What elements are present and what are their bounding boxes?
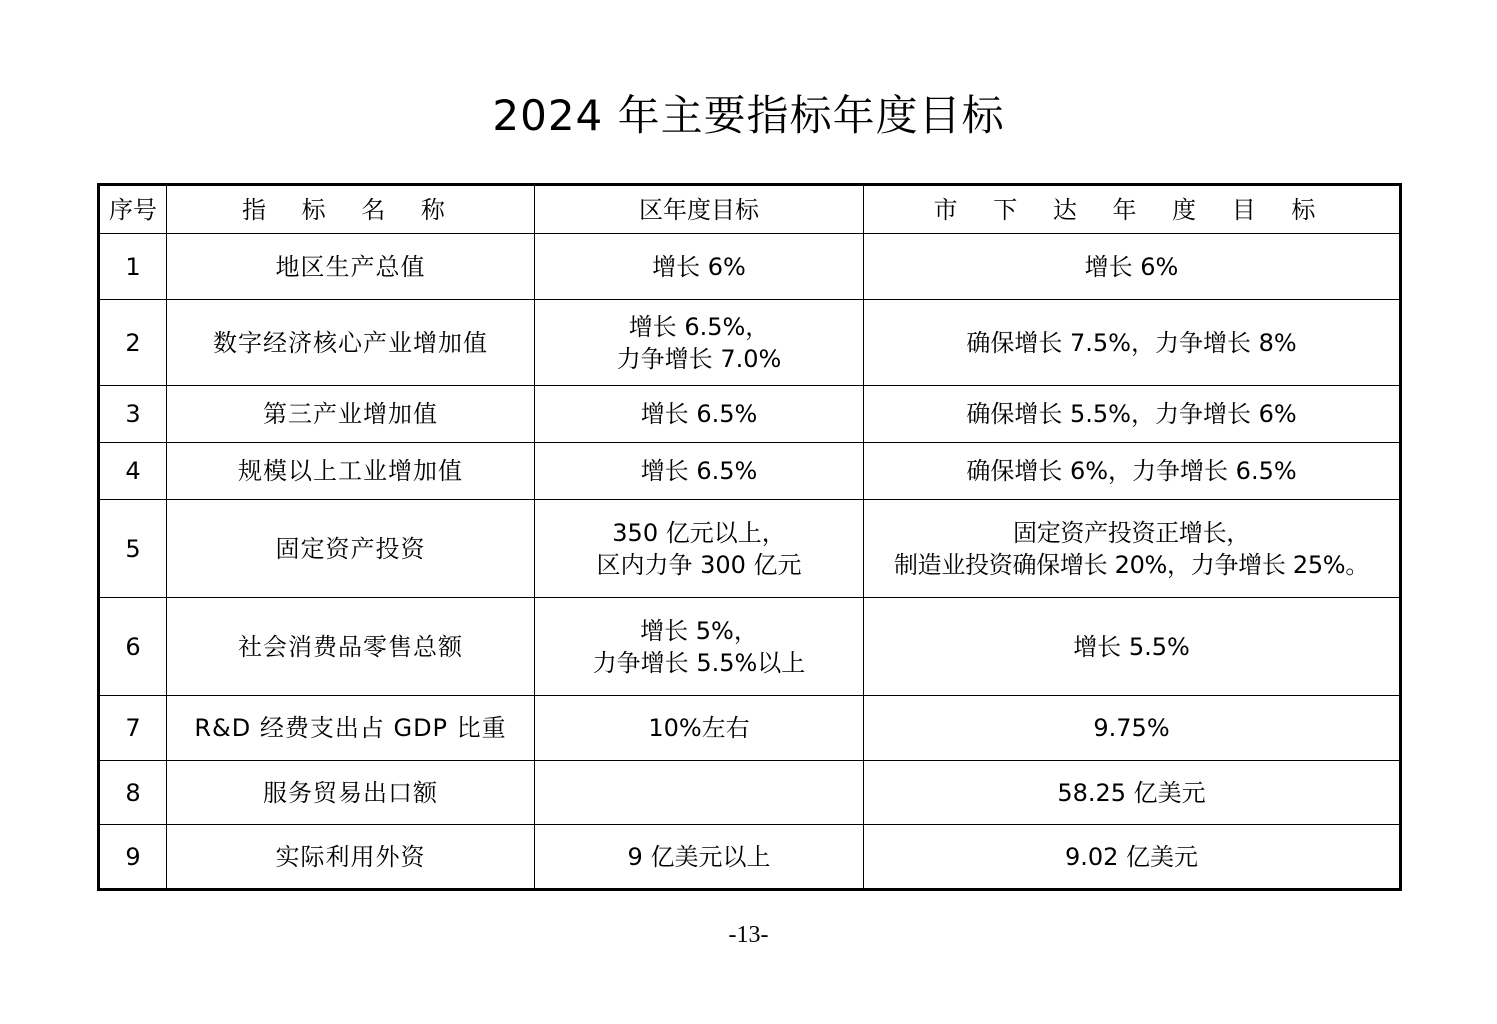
city-target-line: 确保增长 7.5%，力争增长 8% xyxy=(966,328,1297,357)
city-target-line: 确保增长 6%，力争增长 6.5% xyxy=(966,457,1297,485)
row-city-target xyxy=(864,234,1401,300)
page-title: 2024 年主要指标年度目标 xyxy=(492,91,1005,140)
district-target-line: 增长 6.5% xyxy=(640,400,758,428)
city-target-line: 增长 5.5% xyxy=(1073,632,1190,661)
table-row xyxy=(99,234,1401,300)
row-district-target xyxy=(535,696,864,761)
city-target-line: 58.25 亿美元 xyxy=(1057,778,1206,807)
row-index: 5 xyxy=(99,500,167,598)
table-header-row xyxy=(99,185,1401,234)
table-row xyxy=(99,386,1401,443)
district-target-line: 区内力争 300 亿元 xyxy=(596,550,802,579)
city-target-line: 制造业投资确保增长 20%，力争增长 25%。 xyxy=(893,550,1370,579)
row-index: 7 xyxy=(99,696,167,761)
city-target-line: 增长 6% xyxy=(1084,252,1179,281)
table-row xyxy=(99,443,1401,500)
row-index: 9 xyxy=(99,825,167,890)
table-row xyxy=(99,825,1401,890)
city-target-line: 9.02 亿美元 xyxy=(1064,842,1199,871)
row-indicator-name: 服务贸易出口额 xyxy=(167,761,535,825)
row-index: 4 xyxy=(99,443,167,500)
district-target-line: 350 亿元以上， xyxy=(612,518,786,547)
row-district-target xyxy=(535,500,864,598)
district-target-line: 力争增长 7.0% xyxy=(616,344,782,373)
row-district-target xyxy=(535,386,864,443)
row-index: 6 xyxy=(99,598,167,696)
row-index: 8 xyxy=(99,761,167,825)
row-indicator-name: 数字经济核心产业增加值 xyxy=(167,300,535,386)
page-number: -13- xyxy=(728,922,769,948)
row-city-target xyxy=(864,386,1401,443)
row-index: 1 xyxy=(99,234,167,300)
row-index: 3 xyxy=(99,386,167,443)
row-district-target xyxy=(535,443,864,500)
row-city-target xyxy=(864,443,1401,500)
row-city-target xyxy=(864,696,1401,761)
header-district-target: 区年度目标 xyxy=(535,185,864,234)
district-target-line: 10%左右 xyxy=(648,714,750,742)
table-row xyxy=(99,598,1401,696)
city-target-line: 9.75% xyxy=(1093,714,1170,742)
row-indicator-name: 地区生产总值 xyxy=(167,234,535,300)
city-target-line: 固定资产投资正增长， xyxy=(1013,518,1250,547)
row-indicator-name: 规模以上工业增加值 xyxy=(167,443,535,500)
district-target-line: 9 亿美元以上 xyxy=(627,842,771,871)
district-target-line: 增长 6.5%， xyxy=(628,312,770,341)
row-index: 2 xyxy=(99,300,167,386)
row-indicator-name: 实际利用外资 xyxy=(167,825,535,890)
row-city-target xyxy=(864,825,1401,890)
table-row xyxy=(99,500,1401,598)
row-indicator-name: R&D 经费支出占 GDP 比重 xyxy=(167,696,535,761)
row-city-target xyxy=(864,300,1401,386)
row-indicator-name: 第三产业增加值 xyxy=(167,386,535,443)
table-row xyxy=(99,300,1401,386)
header-city-target: 市 下 达 年 度 目 标 xyxy=(864,185,1401,234)
row-district-target xyxy=(535,825,864,890)
district-target-line: 增长 6.5% xyxy=(640,457,758,485)
header-name: 指 标 名 称 xyxy=(167,185,535,234)
row-city-target xyxy=(864,761,1401,825)
row-city-target xyxy=(864,500,1401,598)
row-indicator-name: 固定资产投资 xyxy=(167,500,535,598)
district-target-line: 增长 5%， xyxy=(640,616,758,645)
city-target-line: 确保增长 5.5%，力争增长 6% xyxy=(966,400,1297,428)
row-district-target xyxy=(535,300,864,386)
row-indicator-name: 社会消费品零售总额 xyxy=(167,598,535,696)
row-district-target xyxy=(535,234,864,300)
row-city-target xyxy=(864,598,1401,696)
district-target-line: 增长 6% xyxy=(652,252,746,281)
table-row xyxy=(99,761,1401,825)
row-district-target xyxy=(535,598,864,696)
row-district-target xyxy=(535,761,864,825)
indicator-table xyxy=(97,183,1402,891)
header-index: 序号 xyxy=(99,185,167,234)
district-target-line: 力争增长 5.5%以上 xyxy=(592,648,806,677)
table-row xyxy=(99,696,1401,761)
